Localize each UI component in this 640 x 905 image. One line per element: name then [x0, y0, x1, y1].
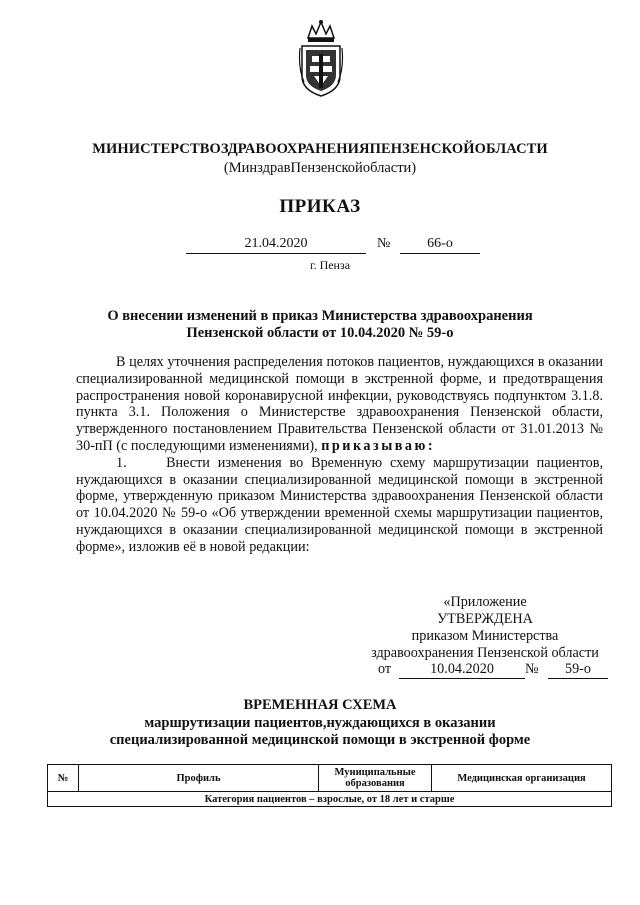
item-1-text: Внести изменения во Временную схему маршрутизации пациентов, нуждающихся в оказании специализированной медицинской помощи в экстренной форме, утвержденную приказом Министерства здравоохранения Пензенской области от 10.04.2020 № 59-о «Об утверждении временной схемы маршрутизации пациентов, нуждающихся в оказании специализированной медицинской помощи в экстренной форме», изложив её в новой редакции: [76, 454, 604, 555]
header-municipalities: Муниципальные образования [319, 765, 432, 792]
appendix-date-line [378, 661, 618, 681]
document-type: ПРИКАЗ [279, 196, 361, 217]
order-subject [0, 308, 640, 342]
ministry-name: МИНИСТЕРСТВОЗДРАВООХРАНЕНИЯПЕНЗЕНСКОЙОБЛАСТИ [92, 141, 548, 157]
schema-heading [0, 697, 640, 750]
item-1-number: 1. [116, 454, 127, 471]
subject-line-1: О внесении изменений в приказ Министерства здравоохранения [107, 308, 533, 324]
penza-coat-of-arms-icon [298, 18, 344, 98]
city: г. Пенза [310, 258, 351, 272]
order-number: 66-о [400, 236, 480, 254]
routing-table [47, 764, 612, 807]
ministry-short-name: (МинздравПензенскойобласти) [223, 160, 417, 176]
subject-line-2: Пензенской области от 10.04.2020 № 59-о [186, 325, 454, 341]
header-profile: Профиль [79, 765, 319, 792]
appendix-from-label: от [378, 661, 392, 677]
order-number-sign: № [377, 236, 391, 251]
appendix-date: 10.04.2020 [399, 661, 525, 679]
schema-subtitle-1: маршрутизации пациентов,нуждающихся в оказании [144, 714, 496, 731]
category-row: Категория пациентов – взрослые, от 18 лет и старше [48, 792, 612, 807]
orders-word: приказываю: [321, 437, 436, 454]
order-date: 21.04.2020 [186, 236, 366, 254]
appendix-line-2: УТВЕРЖДЕНА [437, 611, 533, 627]
table-header-row [48, 765, 612, 792]
order-body [76, 354, 603, 556]
appendix-line-1: «Приложение [443, 594, 527, 610]
preamble-paragraph [76, 354, 603, 455]
appendix-block [360, 594, 610, 662]
preamble-text: В целях уточнения распределения потоков пациентов, нуждающихся в оказании специализированной медицинской помощи в экстренной форме, и предотвращения распространения новой коронавирусной инфекции, руководствуясь подпунктом 3.1.8. пункта 3.1. Положения о Министерстве здравоохранения Пензенской области, утвержденного постановлением Правительства Пензенской области от 31.01.2013 № 30-пП (с последующими изменениями), [76, 354, 603, 454]
appendix-line-4: здравоохранения Пензенской области [371, 645, 599, 661]
schema-title: ВРЕМЕННАЯ СХЕМА [243, 697, 397, 713]
header-number: № [48, 765, 79, 792]
appendix-number: 59-о [548, 661, 608, 679]
order-date-number-line [0, 236, 640, 256]
schema-subtitle-2: специализированной медицинской помощи в экстренной форме [109, 732, 531, 748]
table-row [48, 792, 612, 807]
item-1-paragraph [76, 455, 603, 556]
header-medical-organization: Медицинская организация [432, 765, 612, 792]
appendix-line-3: приказом Министерства [411, 628, 559, 644]
appendix-number-sign: № [525, 661, 539, 677]
